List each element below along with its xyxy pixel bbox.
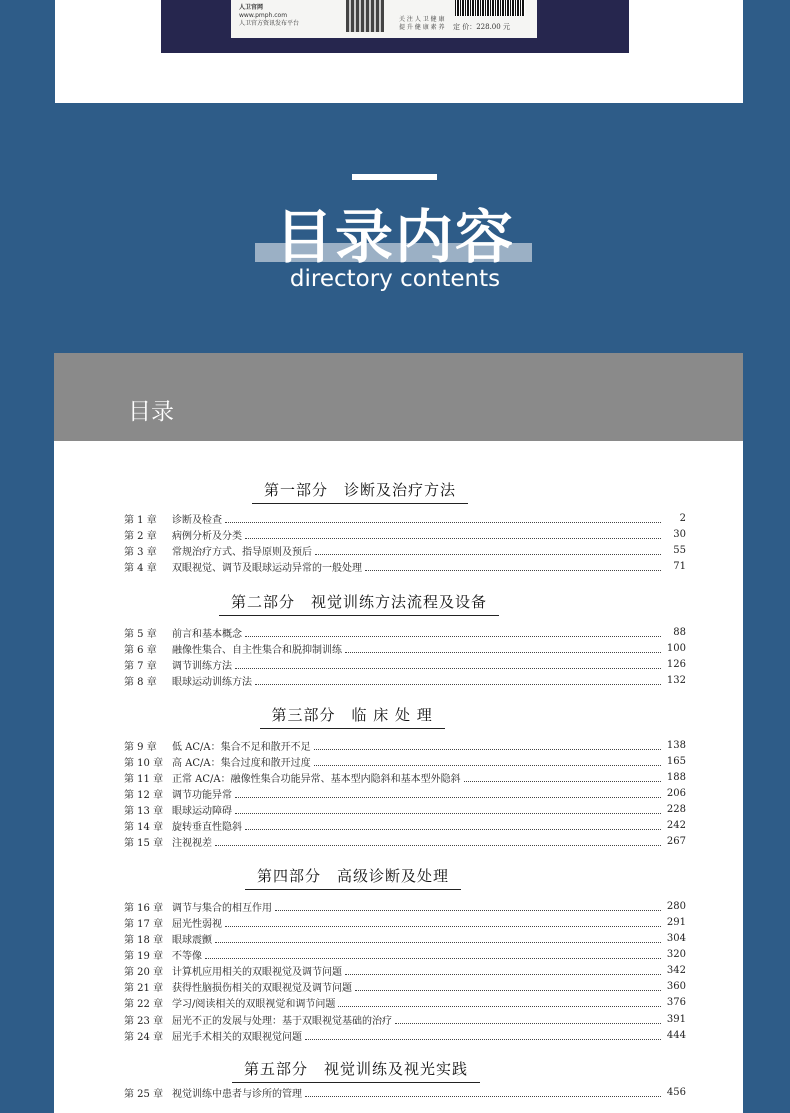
barcode-icon [455,0,525,16]
follow-info [399,16,445,32]
chapter-title: 融像性集合、自主性集合和脱抑制训练 [172,644,342,656]
page-number: 30 [673,528,686,540]
page-number: 165 [666,755,686,767]
chapter-number: 第 8 章 [124,676,157,688]
follow-text-1: 关 注 人 卫 健 康 [399,16,445,23]
dot-leader [255,676,661,685]
chapter-title: 眼球运动训练方法 [172,676,252,688]
page-number: 100 [666,642,686,654]
dot-leader [345,644,661,653]
chapter-number: 第 16 章 [124,902,164,914]
follow-text-2: 提 升 健 康 素 养 [399,24,445,31]
page-number: 126 [666,658,686,670]
publisher-info [239,4,299,28]
publisher-name: 人卫官网 [239,4,264,11]
chapter-title: 屈光性弱视 [172,918,222,930]
page-number: 242 [666,820,686,832]
page-number: 444 [666,1029,686,1041]
dot-leader [225,514,661,523]
toc-entry [124,785,686,801]
chapter-number: 第 12 章 [124,789,164,801]
chapter-number: 第 17 章 [124,918,164,930]
toc-header-title: 目录 [128,399,174,425]
page-number: 267 [666,836,686,848]
dot-leader [355,982,661,991]
page-number: 188 [666,771,686,783]
chapter-number: 第 23 章 [124,1015,164,1027]
chapter-title: 调节训练方法 [172,660,232,672]
chapter-title: 眼球震颤 [172,934,212,946]
toc-entry [124,930,686,946]
chapter-title: 获得性脑损伤相关的双眼视觉及调节问题 [172,983,352,995]
chapter-title: 计算机应用相关的双眼视觉及调节问题 [172,967,342,979]
chapter-title: 病例分析及分类 [172,530,242,542]
toc-entry [124,769,686,785]
dot-leader [245,530,661,539]
page-number: 320 [666,948,686,960]
toc-page [54,353,743,1113]
chapter-number: 第 1 章 [124,514,157,526]
toc-entry [124,737,686,753]
chapter-number: 第 18 章 [124,934,164,946]
toc-entry [124,946,686,962]
page-number: 456 [666,1086,686,1098]
dot-leader [235,660,661,669]
chapter-title: 眼球运动障碍 [172,806,232,818]
page-number: 2 [679,512,686,524]
chapter-number: 第 21 章 [124,983,164,995]
chapter-title: 常规治疗方式、指导原则及预后 [172,546,312,558]
book-back-panel [231,0,537,38]
part-title: 第二部分 视觉训练方法流程及设备 [219,591,499,616]
section-title: 目录内容 [274,203,515,271]
chapter-number: 第 25 章 [124,1088,164,1100]
dot-leader [305,1088,661,1097]
part-title: 第五部分 视觉训练及视光实践 [232,1058,480,1083]
chapter-title: 注视视差 [172,838,212,850]
toc-entry [124,510,686,526]
toc-entry [124,914,686,930]
toc-entry [124,979,686,995]
toc-entry [124,1027,686,1043]
dot-leader [365,562,661,571]
toc-entry [124,1084,686,1100]
page-number: 206 [666,787,686,799]
chapter-title: 诊断及检查 [172,514,222,526]
heading-decoration-bar [352,174,437,180]
toc-entry [124,898,686,914]
chapter-number: 第 7 章 [124,660,157,672]
toc-header [54,353,743,441]
dot-leader [314,757,661,766]
book-price: 定 价：228.00 元 [453,23,510,31]
page-number: 280 [666,900,686,912]
page-number: 138 [666,739,686,751]
dot-leader [338,998,661,1007]
chapter-title: 调节功能异常 [172,789,232,801]
part-title: 第三部分 临 床 处 理 [260,704,445,729]
dot-leader [205,950,661,959]
chapter-number: 第 4 章 [124,562,157,574]
publisher-platform: 人卫官方资讯发布平台 [239,20,300,27]
dot-leader [245,821,661,830]
page-number: 55 [673,544,686,556]
page-number: 360 [666,981,686,993]
chapter-title: 调节与集合的相互作用 [172,902,272,914]
dot-leader [305,1031,661,1040]
page-number: 391 [666,1013,686,1025]
chapter-number: 第 13 章 [124,806,164,818]
page-number: 71 [673,560,686,572]
chapter-title: 不等像 [172,950,202,962]
chapter-title: 低 AC/A：集合不足和散开不足 [172,741,311,753]
toc-entry [124,1011,686,1027]
part-title: 第一部分 诊断及治疗方法 [252,479,468,504]
dot-leader [215,934,661,943]
part-title: 第四部分 高级诊断及处理 [245,865,461,890]
dot-leader [464,773,661,782]
chapter-title: 双眼视觉、调节及眼球运动异常的一般处理 [172,562,362,574]
dot-leader [314,741,661,750]
toc-entry [124,542,686,558]
chapter-title: 前言和基本概念 [172,628,242,640]
qr-code-icon [346,0,384,32]
dot-leader [245,628,661,637]
dot-leader [235,789,661,798]
chapter-number: 第 9 章 [124,741,157,753]
toc-entry [124,818,686,834]
toc-entry [124,995,686,1011]
page-number: 291 [666,916,686,928]
chapter-number: 第 5 章 [124,628,157,640]
chapter-title: 视觉训练中患者与诊所的管理 [172,1088,302,1100]
page-number: 88 [673,626,686,638]
section-subtitle: directory contents [289,266,501,292]
dot-leader [395,1015,661,1024]
dot-leader [345,966,661,975]
toc-entry [124,802,686,818]
book-cover-card [55,0,743,103]
dot-leader [235,805,661,814]
chapter-number: 第 19 章 [124,950,164,962]
page-number: 376 [666,997,686,1009]
chapter-number: 第 24 章 [124,1031,164,1043]
chapter-title: 屈光不正的发展与处理：基于双眼视觉基础的治疗 [172,1015,392,1027]
chapter-number: 第 14 章 [124,822,164,834]
chapter-number: 第 6 章 [124,644,157,656]
chapter-title: 旋转垂直性隐斜 [172,822,242,834]
chapter-number: 第 11 章 [124,773,164,785]
toc-entry [124,753,686,769]
toc-entry [124,526,686,542]
chapter-title: 学习/阅读相关的双眼视觉和调节问题 [172,999,336,1011]
chapter-title: 正常 AC/A：融像性集合功能异常、基本型内隐斜和基本型外隐斜 [172,773,461,785]
chapter-number: 第 3 章 [124,546,157,558]
publisher-website: www.pmph.com [239,12,288,19]
page-number: 132 [666,674,686,686]
dot-leader [225,918,661,927]
chapter-number: 第 2 章 [124,530,157,542]
toc-entry [124,624,686,640]
dot-leader [275,902,661,911]
page-number: 304 [666,932,686,944]
toc-entry [124,656,686,672]
chapter-title: 高 AC/A：集合过度和散开过度 [172,757,311,769]
chapter-number: 第 20 章 [124,967,164,979]
chapter-number: 第 22 章 [124,999,164,1011]
dot-leader [315,546,661,555]
page-number: 342 [666,965,686,977]
dot-leader [215,837,661,846]
toc-entry [124,558,686,574]
chapter-number: 第 10 章 [124,757,164,769]
chapter-title: 屈光手术相关的双眼视觉问题 [172,1031,302,1043]
book-cover [161,0,629,53]
toc-entry [124,640,686,656]
toc-entry [124,963,686,979]
toc-entry [124,834,686,850]
page-number: 228 [666,804,686,816]
chapter-number: 第 15 章 [124,838,164,850]
toc-entry [124,672,686,688]
